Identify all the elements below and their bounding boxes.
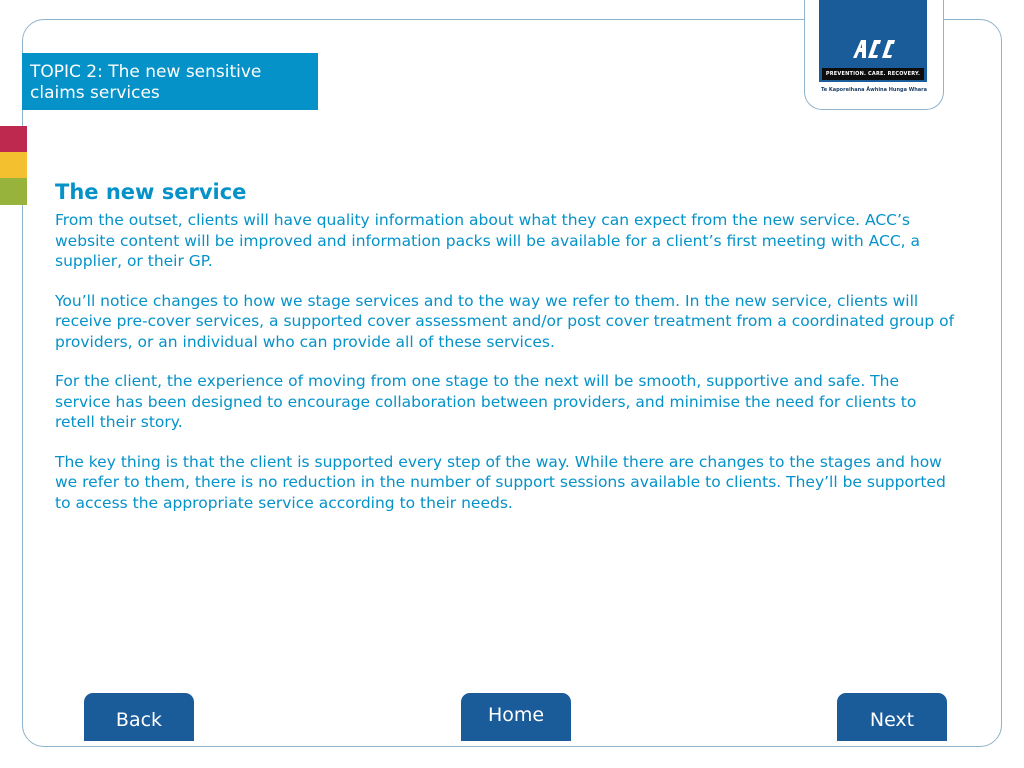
home-button[interactable] (461, 693, 571, 741)
home-button-label: Home (487, 704, 545, 726)
next-button[interactable]: Next (837, 693, 947, 741)
accent-bar-green (0, 178, 27, 205)
paragraph-2: You’ll notice changes to how we stage services and to the way we refer to them. In the new service, clients will receive pre-cover services, a supported cover assessment and/or post cover treatment from a coordinated group of providers, or an individual who can provide all of these services. (55, 291, 955, 351)
acc-logo-icon (851, 38, 897, 60)
page-heading: The new service (55, 180, 247, 204)
topic-title: TOPIC 2: The new sensitive claims services (22, 53, 318, 110)
logo-strip: PREVENTION. CARE. RECOVERY. (822, 68, 924, 80)
paragraph-4: The key thing is that the client is supported every step of the way. While there are changes to the stages and how we refer to them, there is no reduction in the number of support sessions available to clients. They’ll be supported to access the appropriate service according to their needs. (55, 452, 946, 512)
paragraph-1: From the outset, clients will have quality information about what they can expect from the new service. ACC’s website content will be improved and information packs will be available for a client’s first meeting with ACC, a supplier, or their GP. (55, 211, 920, 270)
back-button[interactable]: Back (84, 693, 194, 741)
accent-bar-red (0, 126, 27, 152)
logo-tagline: Te Kaporeihana Āwhina Hunga Whara (820, 87, 928, 93)
accent-bar-yellow (0, 152, 27, 178)
logo-container (804, 0, 944, 110)
paragraph-3: For the client, the experience of moving from one stage to the next will be smooth, supportive and safe. The service has been designed to encourage collaboration between providers, and minimise the need for clients to retell their story. (55, 372, 917, 431)
main-content (55, 178, 955, 532)
acc-logo (819, 0, 927, 82)
